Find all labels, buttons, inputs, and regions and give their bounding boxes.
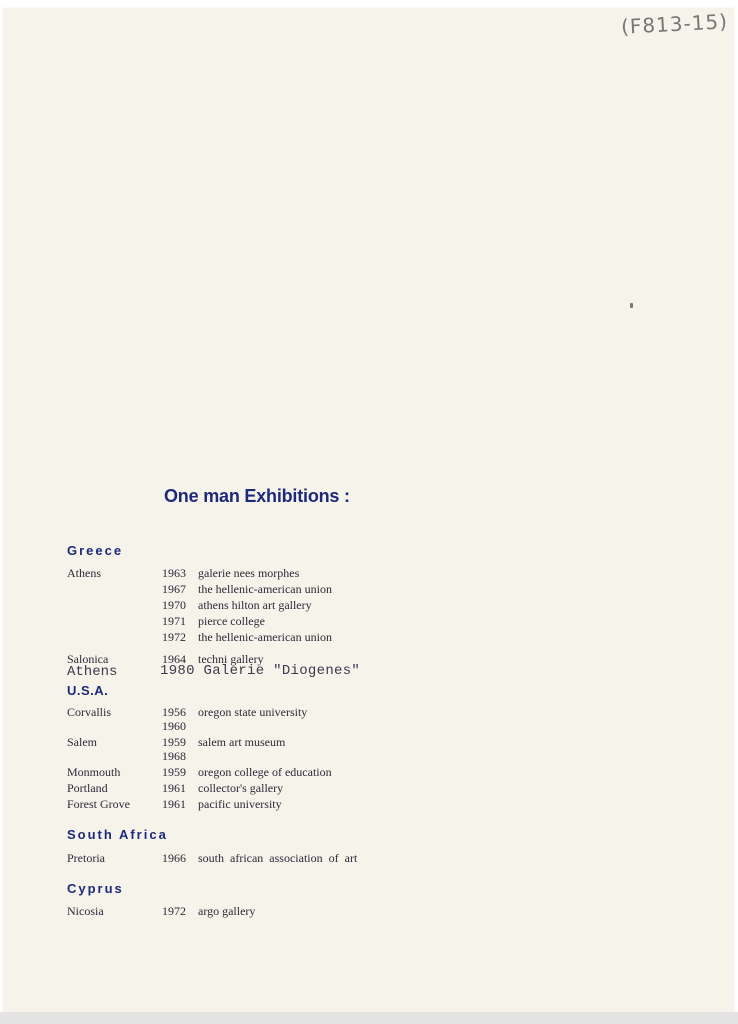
exhibition-year: 1972 <box>162 630 186 644</box>
exhibition-year: 1971 <box>162 614 186 628</box>
country-heading-usa: U.S.A. <box>67 683 109 698</box>
exhibition-venue: the hellenic-american union <box>198 630 332 644</box>
exhibition-venue: collector's gallery <box>198 781 284 795</box>
exhibition-year: 1967 <box>162 582 186 596</box>
country-heading-greece: Greece <box>67 543 124 558</box>
city-salonica: Salonica <box>67 652 109 666</box>
exhibition-venue: oregon college of education <box>198 765 332 779</box>
exhibition-year: 1964 <box>162 652 186 666</box>
handwritten-archive-mark: (F813-15) <box>620 9 729 39</box>
typed-city-athens: Athens <box>67 664 118 680</box>
exhibition-year: 1961 <box>162 797 186 811</box>
country-heading-cyprus: Cyprus <box>67 881 124 896</box>
city-forest-grove: Forest Grove <box>67 797 130 811</box>
typed-exhibition-diogenes: 1980 Galerie "Diogenes" <box>160 663 361 679</box>
exhibition-year: 1959 <box>162 765 186 779</box>
country-heading-south-africa: South Africa <box>67 827 168 842</box>
exhibition-venue: galerie nees morphes <box>198 566 300 580</box>
exhibition-venue: techni gallery <box>198 652 264 666</box>
city-monmouth: Monmouth <box>67 765 121 779</box>
exhibition-venue: oregon state university <box>198 705 308 719</box>
exhibition-year: 1959 <box>162 735 186 749</box>
exhibition-year: 1970 <box>162 598 186 612</box>
city-nicosia: Nicosia <box>67 904 104 918</box>
city-salem: Salem <box>67 735 97 749</box>
exhibition-year: 1972 <box>162 904 186 918</box>
city-corvallis: Corvallis <box>67 705 111 719</box>
paper-speck <box>630 303 633 308</box>
document-page <box>3 8 734 1012</box>
exhibition-venue: salem art museum <box>198 735 286 749</box>
city-portland: Portland <box>67 781 108 795</box>
exhibition-venue: pierce college <box>198 614 265 628</box>
city-pretoria: Pretoria <box>67 851 105 865</box>
exhibition-year: 1963 <box>162 566 186 580</box>
scan-bottom-edge <box>0 1012 738 1024</box>
exhibition-year: 1968 <box>162 749 186 763</box>
exhibition-year: 1961 <box>162 781 186 795</box>
exhibition-venue: the hellenic-american union <box>198 582 332 596</box>
exhibition-venue: south african association of art <box>198 851 358 865</box>
exhibition-year: 1960 <box>162 719 186 733</box>
exhibition-year: 1956 <box>162 705 186 719</box>
exhibition-venue: athens hilton art gallery <box>198 598 312 612</box>
exhibition-year: 1966 <box>162 851 186 865</box>
page-title: One man Exhibitions : <box>164 486 350 506</box>
exhibition-venue: pacific university <box>198 797 282 811</box>
city-athens: Athens <box>67 566 101 580</box>
exhibition-venue: argo gallery <box>198 904 256 918</box>
